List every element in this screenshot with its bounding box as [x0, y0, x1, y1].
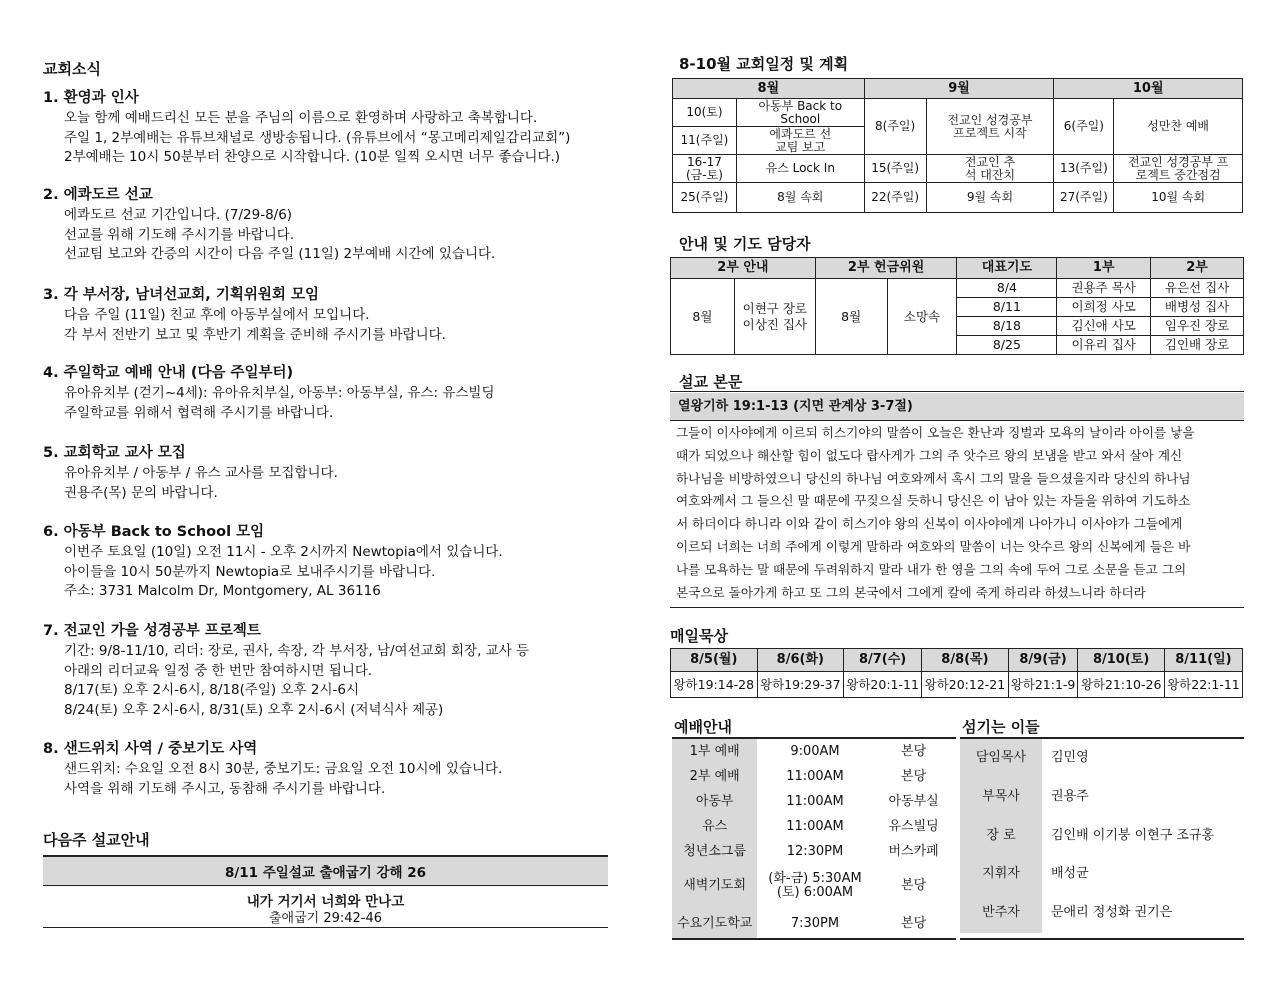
sep-event: 전교인 추석 대잔치: [926, 155, 1054, 183]
worship-name: 아동부: [672, 789, 758, 814]
sermon-line: 그들이 이사야에게 이르되 히스기야의 말씀이 오늘은 환난과 징벌과 모욕의 날이라 아이를 낳을: [676, 425, 1195, 440]
worship-place: 본당: [901, 878, 927, 894]
news-item-line: 각 부서 전반기 보고 및 후반기 계획을 준비해 주시기를 바랍니다.: [64, 326, 446, 343]
news-item-line: 선교를 위해 기도해 주시기를 바랍니다.: [64, 226, 295, 243]
schedule-month-sep: 9월: [864, 79, 1054, 99]
aug-date: 11(주일): [673, 127, 737, 155]
worship-place: 본당: [901, 743, 927, 759]
meditation-day: 8/11(일): [1164, 649, 1242, 672]
servers-role: 담임목사: [960, 739, 1042, 777]
servers-names: 권용주: [1051, 789, 1089, 805]
worship-name: 새벽기도회: [672, 864, 758, 908]
worship-place: 본당: [901, 768, 927, 784]
servers-names: 문애리 정성화 권기은: [1051, 905, 1173, 921]
worship-name: 1부 예배: [672, 739, 758, 764]
sermon-line: 하나님을 비방하였으니 당신의 하나님 여호와께서 혹시 그의 말을 들으셨을지라 당신의 하나님: [676, 470, 1191, 486]
guides-offering-month: 8월: [815, 279, 887, 355]
news-title: 교회소식: [43, 60, 101, 78]
sermon-line: 때가 되었으나 해산할 힘이 없도다 랍사게가 그의 주 앗수르 왕의 보냄을 받고 와서 살아 계신: [676, 447, 1183, 463]
worship-time: 11:00AM: [786, 818, 844, 834]
sermon-line: 여호와께서 그 들으신 말 때문에 꾸짖으실 듯하니 당신은 이 남아 있는 자들을 위하여 기도하소: [676, 493, 1191, 509]
news-item: [43, 283, 446, 345]
sermon-top-rule: [670, 391, 1244, 392]
guides-title: 안내 및 기도 담당자: [679, 235, 811, 253]
sep-date: 8(주일): [864, 99, 926, 155]
oct-event: 전교인 성경공부 프로젝트 중간점검: [1114, 155, 1243, 183]
servers-row: [960, 855, 1244, 893]
news-item-title: 8. 샌드위치 사역 / 중보기도 사역: [43, 741, 258, 757]
meditation-day: 8/5(월): [671, 649, 758, 672]
meditation-ref: 왕하21:10-26: [1078, 672, 1165, 698]
servers-row: [960, 893, 1244, 933]
news-item-line: 8/17(토) 오후 2시-6시, 8/18(주일) 오후 2시-6시: [64, 682, 359, 698]
news-item-line: 8/24(토) 오후 2시-6시, 8/31(토) 오후 2시-6시 (저녁식사 제공): [64, 701, 444, 718]
meditation-ref: 왕하19:29-37: [757, 672, 844, 698]
news-item-line: 에콰도르 선교 기간입니다. (7/29-8/6): [64, 207, 293, 223]
worship-name: 유스: [672, 814, 758, 839]
news-item: [43, 737, 502, 799]
aug-date: 25(주일): [673, 183, 737, 213]
worship-time: 12:30PM: [786, 843, 844, 859]
news-item: [43, 361, 495, 423]
news-item: [43, 520, 503, 602]
schedule-table: [672, 78, 1243, 213]
guides-second: 유은선 집사: [1151, 279, 1244, 298]
guides-date: 8/25: [957, 336, 1057, 355]
sermon-text: [676, 422, 1242, 604]
worship-row: [672, 839, 956, 864]
servers-row: [960, 817, 1244, 855]
sep-event: 9월 속회: [926, 183, 1054, 213]
guides-first: 이유리 집사: [1057, 336, 1151, 355]
news-item-line: 유아유치부 / 아동부 / 유스 교사를 모집합니다.: [64, 465, 338, 481]
news-item-line: 주소: 3731 Malcolm Dr, Montgomery, AL 36116: [64, 583, 381, 599]
news-item-line: 오늘 함께 예배드리신 모든 분을 주님의 이름으로 환영하며 사랑하고 축복합니다.: [64, 110, 538, 126]
news-item-line: 샌드위치: 수요일 오전 8시 30분, 중보기도: 금요일 오전 10시에 있습니다.: [64, 761, 503, 777]
worship-row: [672, 789, 956, 814]
oct-date: 6(주일): [1054, 99, 1114, 155]
sep-date: 15(주일): [864, 155, 926, 183]
schedule-title: 8-10월 교회일정 및 계획: [679, 55, 849, 73]
news-item-line: 선교팀 보고와 간증의 시간이 다음 주일 (11일) 2부예배 시간에 있습니다.: [64, 246, 496, 262]
oct-event: 성만찬 예배: [1114, 99, 1243, 155]
worship-place: 본당: [901, 915, 927, 931]
oct-event: 10월 속회: [1114, 183, 1243, 213]
guides-header-prayer: 대표기도: [957, 258, 1057, 279]
news-item-line: 주일학교를 위해서 협력해 주시기를 바랍니다.: [64, 404, 334, 421]
schedule-month-oct: 10월: [1054, 79, 1243, 99]
news-item: [43, 619, 529, 720]
worship-row: [672, 764, 956, 789]
aug-event: 에콰도르 선교팀 보고: [736, 127, 864, 155]
news-item-title: 3. 각 부서장, 남녀선교회, 기획위원회 모임: [43, 287, 319, 303]
worship-title: 예배안내: [674, 718, 732, 736]
next-sermon-bottom-rule: [43, 927, 608, 928]
guides-second: 김인배 장로: [1151, 336, 1244, 355]
guides-first: 권용주 목사: [1057, 279, 1151, 298]
oct-date: 13(주일): [1054, 155, 1114, 183]
sermon-title: 설교 본문: [679, 373, 743, 391]
guides-date: 8/4: [957, 279, 1057, 298]
guides-date: 8/11: [957, 298, 1057, 317]
worship-table: [672, 739, 956, 939]
servers-title: 섬기는 이들: [962, 718, 1040, 736]
worship-place: 유스빌딩: [888, 818, 939, 834]
meditation-day: 8/7(수): [844, 649, 922, 672]
meditation-day: 8/10(토): [1078, 649, 1165, 672]
news-item-title: 1. 환영과 인사: [43, 90, 139, 106]
servers-names: 배성균: [1051, 866, 1089, 882]
news-item-title: 2. 에콰도르 선교: [43, 187, 153, 203]
worship-row: [672, 908, 956, 939]
meditation-day: 8/9(금): [1008, 649, 1078, 672]
aug-event: 유스 Lock In: [736, 155, 864, 183]
guides-month: 8월: [671, 279, 735, 355]
guides-table: [670, 257, 1244, 355]
news-item-title: 5. 교회학교 교사 모집: [43, 445, 186, 461]
news-item-title: 7. 전교인 가을 성경공부 프로젝트: [43, 623, 261, 639]
guides-first: 김신애 사모: [1057, 317, 1151, 336]
servers-table: [960, 739, 1244, 933]
news-item-line: 사역을 위해 기도해 주시고, 동참해 주시기를 바랍니다.: [64, 780, 386, 797]
aug-date: 10(토): [673, 99, 737, 127]
sermon-line: 나를 모욕하는 말 때문에 두려워하지 말라 내가 한 영을 그의 속에 두어 그로 소문을 듣고 그의: [676, 561, 1187, 577]
news-item: [43, 183, 495, 265]
meditation-ref: 왕하20:1-11: [844, 672, 922, 698]
worship-bottom-rule: [672, 938, 956, 940]
servers-row: [960, 739, 1244, 777]
meditation-ref: 왕하21:1-9: [1008, 672, 1078, 698]
news-item-line: 유아유치부 (걷기~4세): 유아유치부실, 아동부: 아동부실, 유스: 유스빌딩: [64, 385, 495, 401]
meditation-day: 8/8(목): [922, 649, 1009, 672]
guides-second: 임우진 장로: [1151, 317, 1244, 336]
aug-event: 아동부 Back to School: [736, 99, 864, 127]
worship-time: 11:00AM: [786, 793, 844, 809]
guides-header-first: 1부: [1057, 258, 1151, 279]
meditation-ref: 왕하22:1-11: [1164, 672, 1242, 698]
aug-date: 16-17 (금-토): [673, 155, 737, 183]
servers-role: 반주자: [960, 893, 1042, 933]
worship-row: [672, 814, 956, 839]
servers-role: 부목사: [960, 777, 1042, 817]
news-item-title: 6. 아동부 Back to School 모임: [43, 524, 265, 540]
news-item: [43, 86, 570, 168]
worship-row: [672, 864, 956, 908]
worship-name: 수요기도학교: [672, 908, 758, 939]
news-item-title: 4. 주일학교 예배 안내 (다음 주일부터): [43, 365, 294, 381]
schedule-month-aug: 8월: [673, 79, 865, 99]
sermon-reference-bar: [670, 393, 1244, 421]
sermon-bottom-rule: [670, 607, 1244, 608]
servers-row: [960, 777, 1244, 817]
news-item: [43, 441, 338, 503]
news-item-line: 이번주 토요일 (10일) 오전 11시 - 오후 2시까지 Newtopia에서 있습니다.: [64, 544, 503, 560]
guides-first: 이희정 사모: [1057, 298, 1151, 317]
news-item-line: 다음 주일 (11일) 친교 후에 아동부실에서 모입니다.: [64, 307, 370, 323]
servers-names: 김인배 이기붕 이현구 조규홍: [1051, 828, 1215, 844]
guides-header-usher: 2부 안내: [671, 258, 816, 279]
aug-event: 8월 속회: [736, 183, 864, 213]
worship-time: 11:00AM: [786, 768, 844, 784]
guides-usher-names: 이현구 장로 이상진 집사: [734, 279, 815, 355]
news-item-line: 아래의 리더교육 일정 중 한 번만 참여하시면 됩니다.: [64, 662, 373, 679]
sep-event: 전교인 성경공부 프로젝트 시작: [926, 99, 1054, 155]
news-item-line: 기간: 9/8-11/10, 리더: 장로, 권사, 속장, 각 부서장, 남/여선교회 회장, 교사 등: [64, 643, 530, 659]
servers-role: 지휘자: [960, 855, 1042, 893]
guides-header-offering: 2부 헌금위원: [815, 258, 957, 279]
worship-time-line: (토) 6:00AM: [776, 885, 854, 900]
next-sermon-header: 8/11 주일설교 출애굽기 강해 26: [43, 857, 608, 886]
next-sermon-heading: 내가 거기서 너희와 만나고: [246, 894, 405, 910]
next-sermon-scripture: 출애굽기 29:42-46: [268, 911, 383, 926]
servers-names: 김민영: [1051, 750, 1089, 766]
meditation-ref: 왕하20:12-21: [922, 672, 1009, 698]
guides-offering-name: 소망속: [887, 279, 957, 355]
worship-name: 청년소그룹: [672, 839, 758, 864]
sermon-reference: 열왕기하 19:1-13 (지면 관계상 3-7절): [678, 399, 913, 414]
worship-place: 아동부실: [888, 793, 939, 809]
meditation-title: 매일묵상: [670, 627, 728, 645]
sep-date: 22(주일): [864, 183, 926, 213]
meditation-table: [670, 648, 1243, 698]
sermon-line: 서 하더이다 하니라 이와 같이 히스기야 왕의 신복이 이사야에게 나아가니 이사야가 그들에게: [676, 516, 1183, 532]
news-item-line: 권용주(목) 문의 바랍니다.: [64, 484, 218, 501]
servers-bottom-rule: [960, 938, 1244, 940]
sermon-line: 본국으로 돌아가게 하고 또 그의 본국에서 그에게 칼에 죽게 하리라 하셨느니라 하더라: [676, 584, 1146, 600]
next-sermon-title: 다음주 설교안내: [43, 831, 150, 849]
worship-time: 7:30PM: [790, 915, 840, 931]
news-item-line: 주일 1, 2부예배는 유튜브채널로 생방송됩니다. (유튜브에서 “몽고메리제일감리교회”): [64, 129, 571, 146]
news-item-line: 2부예배는 10시 50분부터 찬양으로 시작합니다. (10분 일찍 오시면 너무 좋습니다.): [64, 149, 561, 165]
guides-date: 8/18: [957, 317, 1057, 336]
worship-time-line: (화-금) 5:30AM: [768, 871, 862, 887]
worship-time: 9:00AM: [790, 743, 840, 759]
sermon-line: 이르되 너희는 너희 주에게 이렇게 말하라 여호와의 말씀이 너는 앗수르 왕의 신복에게 들은 바: [676, 538, 1191, 554]
worship-place: 버스카페: [888, 843, 939, 859]
worship-time: [758, 864, 872, 908]
meditation-ref: 왕하19:14-28: [671, 672, 758, 698]
worship-row: [672, 739, 956, 764]
guides-second: 배병성 집사: [1151, 298, 1244, 317]
news-item-line: 아이들을 10시 50분까지 Newtopia로 보내주시기를 바랍니다.: [64, 563, 436, 580]
meditation-day: 8/6(화): [757, 649, 844, 672]
servers-role: 장 로: [960, 817, 1042, 855]
worship-name: 2부 예배: [672, 764, 758, 789]
oct-date: 27(주일): [1054, 183, 1114, 213]
guides-header-second: 2부: [1151, 258, 1244, 279]
